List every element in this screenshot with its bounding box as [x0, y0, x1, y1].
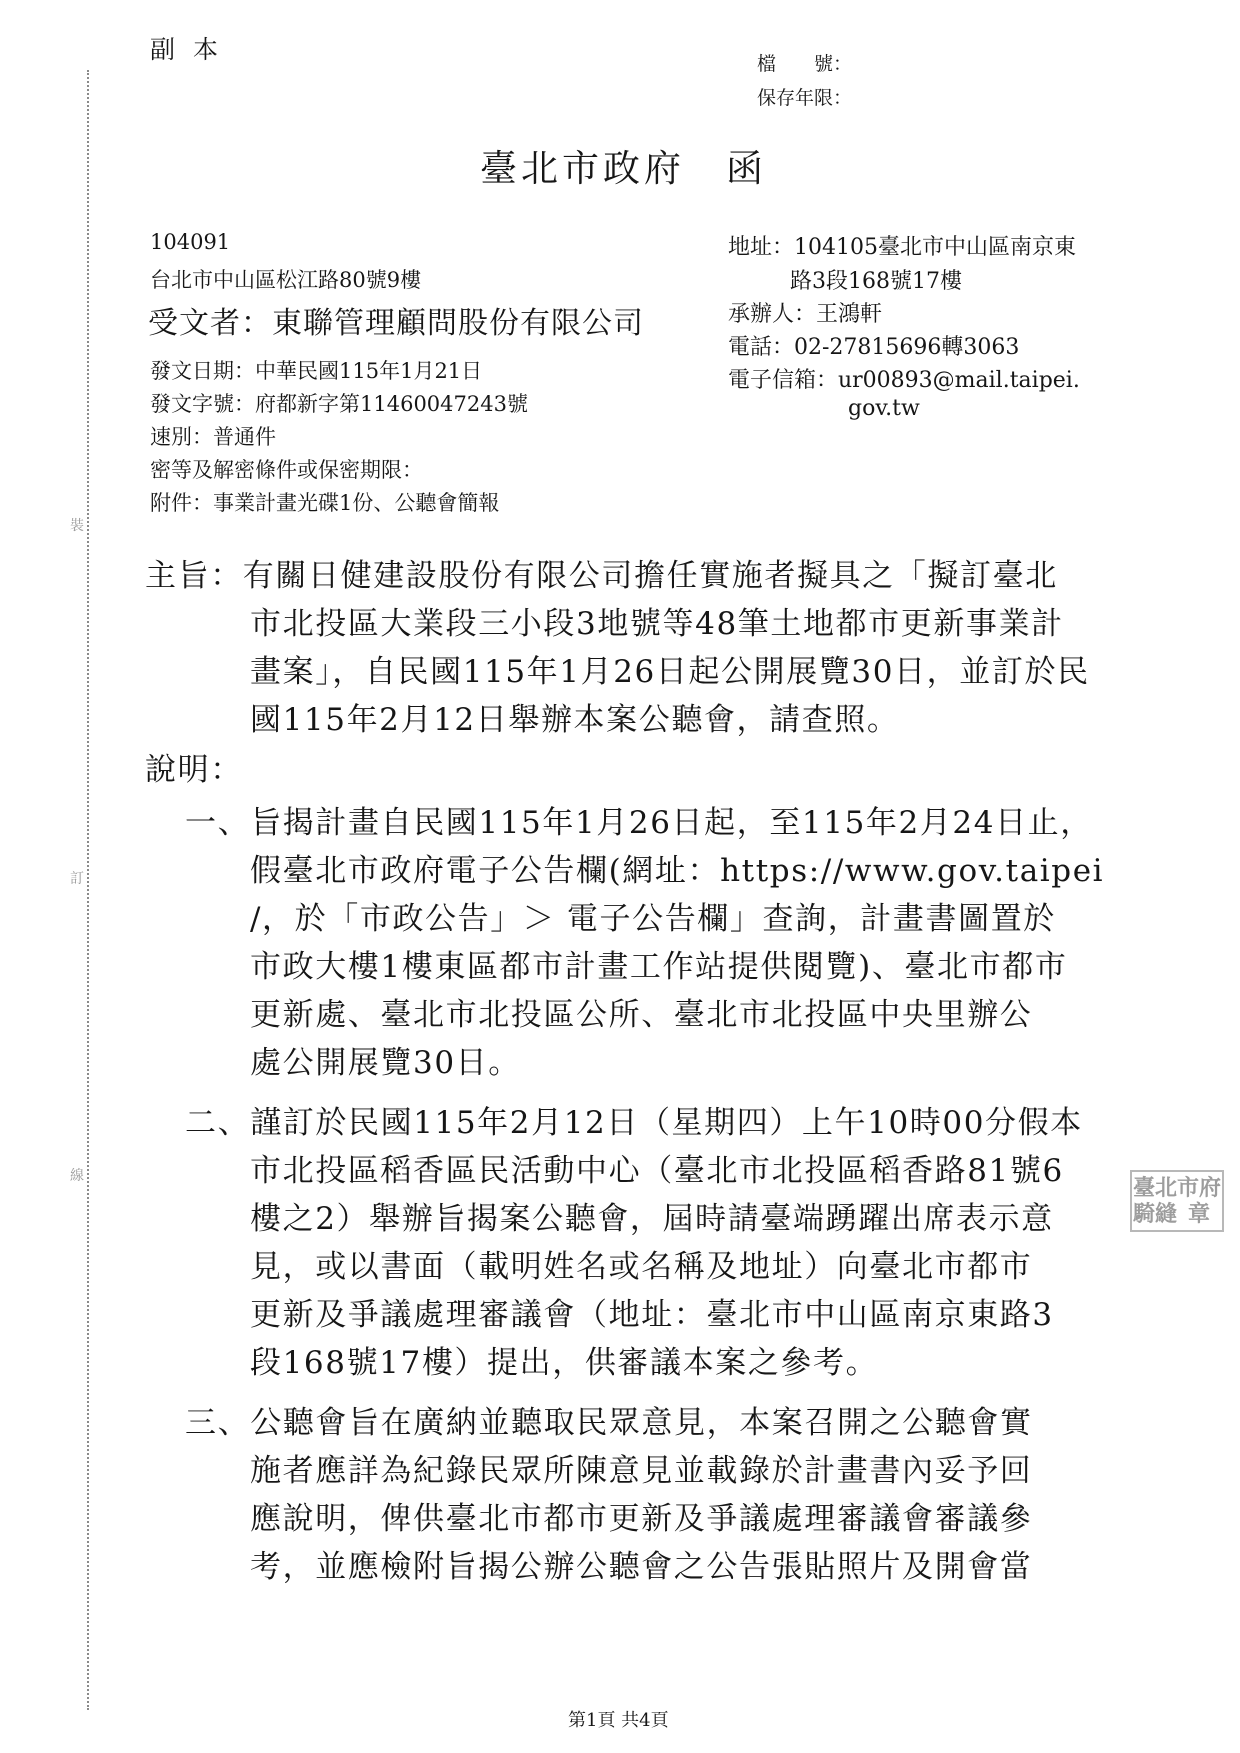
retention-period-label: 保存年限： — [757, 87, 853, 109]
item3-line-4: 考，並應檢附旨揭公辦公聽會之公告張貼照片及開會當 — [250, 1549, 1033, 1585]
phone: 電話：02-27815696轉3063 — [728, 335, 1020, 360]
secrecy-level: 密等及解密條件或保密期限： — [150, 458, 423, 482]
item1-line-6: 處公開展覽30日。 — [250, 1045, 521, 1081]
email-line2: gov.tw — [848, 396, 920, 421]
item2-line-5: 更新及爭議處理審議會（地址：臺北市中山區南京東路3 — [250, 1297, 1054, 1333]
item3-line-3: 應說明，俾供臺北市都市更新及爭議處理審議會審議參 — [250, 1501, 1033, 1537]
file-number-label: 檔 號： — [757, 53, 853, 75]
issue-date: 發文日期：中華民國115年1月21日 — [150, 359, 483, 383]
subject-line-1: 主旨：有關日健建設股份有限公司擔任實施者擬具之「擬訂臺北 — [145, 558, 1058, 594]
document-title: 臺北市政府 函 — [480, 147, 767, 190]
item2-line-3: 樓之2）舉辦旨揭案公聽會，屆時請臺端踴躍出席表示意 — [250, 1201, 1054, 1237]
item1-line-3: /，於「市政公告」＞ 電子公告欄」查詢，計畫書圖置於 — [250, 901, 1056, 937]
item3-line-1: 三、公聽會旨在廣納並聽取民眾意見，本案召開之公聽會實 — [185, 1405, 1033, 1441]
document-number: 發文字號：府都新字第11460047243號 — [150, 392, 528, 416]
seam-seal-stamp: 臺北 市府 騎縫 章 — [1130, 1170, 1224, 1232]
item1-line-1: 一、旨揭計畫自民國115年1月26日起，至115年2月24日止， — [185, 805, 1093, 841]
item3-line-2: 施者應詳為紀錄民眾所陳意見並載錄於計畫書內妥予回 — [250, 1453, 1033, 1489]
recipient-name: 受文者：東聯管理顧問股份有限公司 — [148, 306, 644, 341]
item2-line-6: 段168號17樓）提出，供審議本案之參考。 — [250, 1345, 879, 1381]
item1-line-2: 假臺北市政府電子公告欄(網址：https://www.gov.taipei — [250, 853, 1105, 889]
subject-line-3: 畫案」，自民國115年1月26日起公開展覽30日，並訂於民 — [250, 654, 1090, 690]
binding-char-ding: 訂 — [70, 871, 84, 887]
attachments: 附件：事業計畫光碟1份、公聽會簡報 — [150, 491, 500, 515]
sender-address-line1: 地址：104105臺北市中山區南京東 — [728, 235, 1076, 260]
item2-line-4: 見，或以書面（載明姓名或名稱及地址）向臺北市都市 — [250, 1249, 1033, 1285]
handler: 承辦人：王鴻軒 — [728, 302, 883, 327]
copy-label: 副本 — [150, 35, 237, 64]
delivery-speed: 速別：普通件 — [150, 425, 276, 449]
subject-line-4: 國115年2月12日舉辦本案公聽會，請查照。 — [250, 702, 900, 738]
item1-line-5: 更新處、臺北市北投區公所、臺北市北投區中央里辦公 — [250, 997, 1033, 1033]
page-number: 第1頁 共4頁 — [568, 1710, 669, 1731]
item2-line-1: 二、謹訂於民國115年2月12日（星期四）上午10時00分假本 — [185, 1105, 1083, 1141]
recipient-postal-code: 104091 — [150, 230, 231, 254]
explanation-label: 說明： — [145, 752, 243, 788]
email-line1: 電子信箱：ur00893@mail.taipei. — [728, 368, 1080, 393]
subject-line-2: 市北投區大業段三小段3地號等48筆土地都市更新事業計 — [250, 606, 1064, 642]
item1-line-4: 市政大樓1樓東區都市計畫工作站提供閱覽)、臺北市都市 — [250, 949, 1068, 985]
binding-line — [87, 70, 89, 1710]
binding-char-xian: 線 — [70, 1168, 84, 1184]
item2-line-2: 市北投區稻香區民活動中心（臺北市北投區稻香路81號6 — [250, 1153, 1064, 1189]
binding-char-zhuang: 裝 — [70, 518, 84, 534]
sender-address-line2: 路3段168號17樓 — [790, 269, 962, 294]
recipient-address: 台北市中山區松江路80號9樓 — [150, 268, 422, 292]
